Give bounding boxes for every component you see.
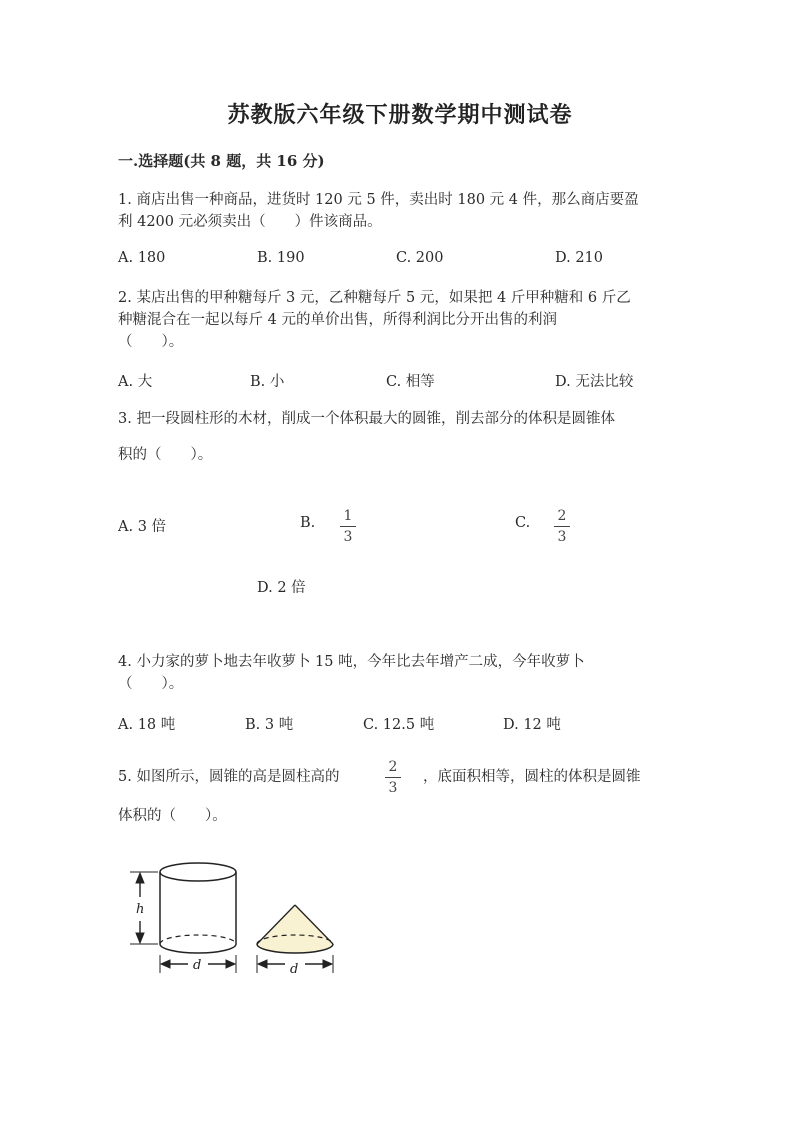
q1-option-b[interactable]: B. 190: [257, 250, 305, 266]
question-1-line-2: 利 4200 元必须卖出（ ）件该商品。: [118, 214, 382, 230]
cone-diameter-label: d: [290, 962, 299, 977]
question-1-line-1: 1. 商店出售一种商品，进货时 120 元 5 件，卖出时 180 元 4 件，那么商店要盈: [118, 192, 639, 208]
q1-option-a[interactable]: A. 180: [118, 250, 166, 266]
q2-option-a[interactable]: A. 大: [118, 374, 153, 390]
q4-option-a[interactable]: A. 18 吨: [118, 717, 176, 733]
q1-option-d[interactable]: D. 210: [555, 250, 604, 266]
question-5-line-2: 体积的（ ）。: [118, 808, 227, 824]
q4-option-c[interactable]: C. 12.5 吨: [363, 717, 435, 733]
question-5-line-1b: ，底面积相等，圆柱的体积是圆锥: [423, 769, 641, 785]
q2-option-b[interactable]: B. 小: [250, 374, 285, 390]
q3-option-d[interactable]: D. 2 倍: [257, 580, 306, 596]
cone-shape: [257, 905, 333, 953]
q3-option-c-fraction: [552, 509, 572, 544]
cylinder-diameter-label: d: [193, 958, 202, 973]
question-5-line-1a: 5. 如图所示，圆锥的高是圆柱高的: [118, 769, 340, 785]
q1-option-c[interactable]: C. 200: [396, 250, 444, 266]
question-2-line-3: （ ）。: [118, 334, 184, 350]
height-label: h: [136, 902, 145, 917]
q4-option-b[interactable]: B. 3 吨: [245, 717, 294, 733]
fraction-bar: [340, 526, 356, 527]
q3-option-c[interactable]: C.: [515, 515, 531, 531]
q2-option-d[interactable]: D. 无法比较: [555, 374, 634, 390]
q3-option-b[interactable]: B.: [300, 515, 316, 531]
q2-option-c[interactable]: C. 相等: [386, 374, 435, 390]
question-3-line-1: 3. 把一段圆柱形的木材，削成一个体积最大的圆锥，削去部分的体积是圆锥体: [118, 411, 615, 427]
fraction-denominator: 3: [388, 780, 398, 796]
fraction-numerator: 2: [388, 759, 398, 775]
question-3-line-2: 积的（ ）。: [118, 447, 213, 463]
fraction-denominator: 3: [343, 529, 353, 545]
q3-option-b-fraction: [338, 509, 358, 544]
fraction-numerator: 1: [343, 508, 353, 524]
q3-option-a[interactable]: A. 3 倍: [118, 519, 167, 535]
question-4-line-1: 4. 小力家的萝卜地去年收萝卜 15 吨，今年比去年增产二成，今年收萝卜: [118, 654, 585, 670]
cylinder-shape: [160, 863, 236, 953]
page-title: 苏教版六年级下册数学期中测试卷: [227, 102, 573, 128]
question-4-line-2: （ ）。: [118, 676, 184, 692]
question-2-line-2: 种糖混合在一起以每斤 4 元的单价出售，所得利润比分开出售的利润: [118, 312, 557, 328]
fraction-numerator: 2: [557, 508, 567, 524]
q4-option-d[interactable]: D. 12 吨: [503, 717, 561, 733]
q5-fraction: [383, 760, 403, 795]
question-2-line-1: 2. 某店出售的甲种糖每斤 3 元，乙种糖每斤 5 元，如果把 4 斤甲种糖和 6 斤乙: [118, 290, 631, 306]
fraction-bar: [554, 526, 570, 527]
section-heading: 一.选择题(共 8 题，共 16 分): [118, 152, 325, 170]
fraction-denominator: 3: [557, 529, 567, 545]
fraction-bar: [385, 777, 401, 778]
cylinder-cone-figure: [120, 855, 350, 985]
